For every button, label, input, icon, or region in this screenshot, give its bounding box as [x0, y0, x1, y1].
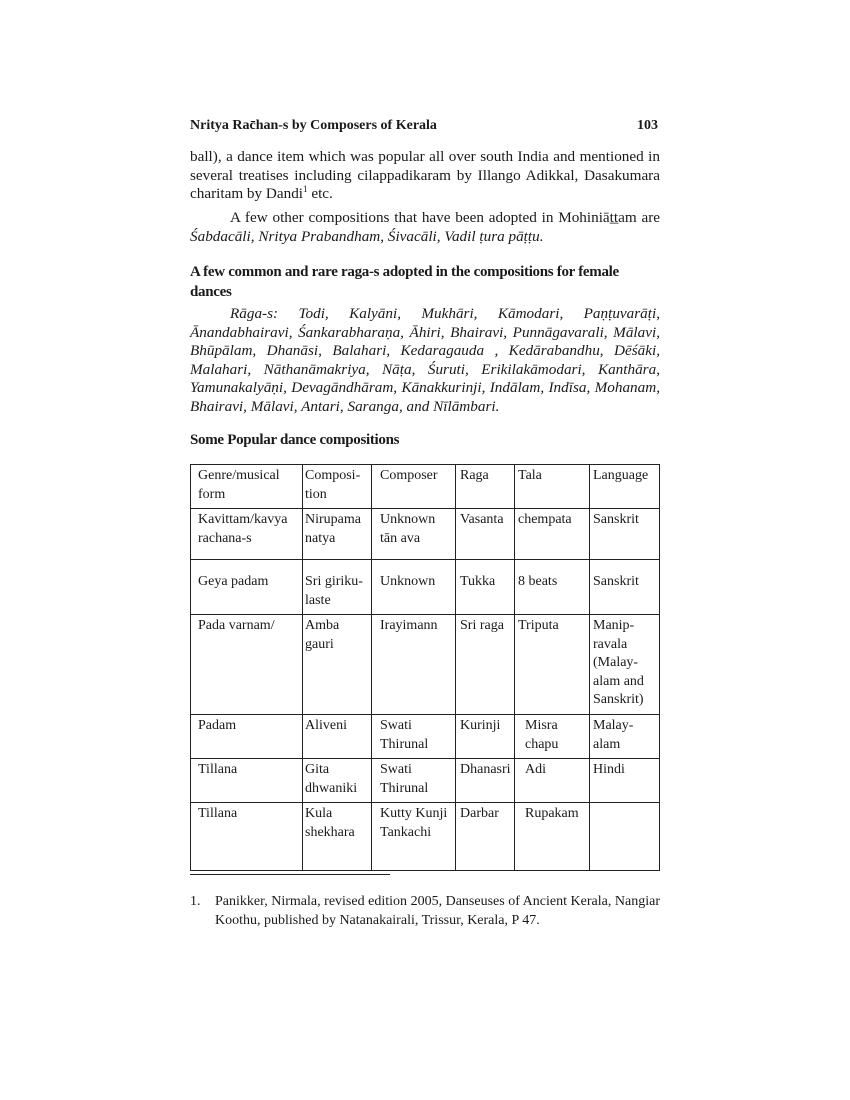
table-row	[191, 803, 660, 871]
paragraph-2-text: A few other compositions that have been adopted in Mohiniāṯṯam are	[230, 209, 660, 226]
table-cell: Tillana	[191, 759, 303, 803]
table-cell: Irayimann	[372, 615, 456, 715]
header-cell: Raga	[456, 465, 515, 509]
table-cell: Gita dhwaniki	[303, 759, 372, 803]
table-cell: Kutty Kunji Tankachi	[372, 803, 456, 871]
footnote	[190, 893, 660, 930]
table-row	[191, 509, 660, 560]
page-number: 103	[637, 118, 658, 133]
table-cell: Unknown tān ava	[372, 509, 456, 560]
compositions-table	[190, 464, 660, 871]
table-row	[191, 615, 660, 715]
composition-list: Śabdacāli, Nritya Prabandham, Śivacāli, Vadil ṭura pāṭṭu.	[190, 227, 544, 245]
table-cell: Darbar	[456, 803, 515, 871]
table-cell: Nirupama natya	[303, 509, 372, 560]
table-cell: Misra chapu	[515, 715, 590, 759]
table-cell: Malay-alam	[590, 715, 660, 759]
table-cell: Aliveni	[303, 715, 372, 759]
table-cell: Sri giriku-laste	[303, 560, 372, 615]
table-row	[191, 715, 660, 759]
table-cell: Sanskrit	[590, 509, 660, 560]
header-cell: Genre/musical form	[191, 465, 303, 509]
table-cell: Hindi	[590, 759, 660, 803]
section-heading-raga: A few common and rare raga-s adopted in the compositions for female dances	[190, 264, 619, 300]
header-cell: Composi-tion	[303, 465, 372, 509]
table-cell: Kavittam/kavya rachana-s	[191, 509, 303, 560]
header-title: Nritya Rac̄han-s by Composers of Kerala	[190, 118, 437, 133]
table-cell: Swati Thirunal	[372, 715, 456, 759]
footnote-number: 1.	[190, 894, 201, 909]
header-cell: Tala	[515, 465, 590, 509]
table-row	[191, 560, 660, 615]
table-cell: Dhanasri	[456, 759, 515, 803]
running-header	[190, 118, 660, 138]
table-header-row	[191, 465, 660, 509]
table-cell: 8 beats	[515, 560, 590, 615]
table-cell: Kula shekhara	[303, 803, 372, 871]
footnote-ref[interactable]: 1	[303, 184, 308, 195]
paragraph-1-text: ball), a dance item which was popular all over south India and mentioned in several treatises including cilappadikaram by Illango Adikkal, Dasakumara charitam by Dandi	[190, 148, 660, 203]
table-cell: chempata	[515, 509, 590, 560]
table-cell: Padam	[191, 715, 303, 759]
raga-list-paragraph: Rāga-s: Todi, Kalyāni, Mukhāri, Kāmodari, Paṇṭuvarāṭi, Ānandabhairavi, Śankarabharaṇa, Āhiri, Bhairavi, Punnāgavarali, Mālavi, Bhūpālam, Dhanāsi, Balahari, Kedaragauda , Kedārabandhu, Dēśāki, Malahari, Nāthanāmakriya, Nāṭa, Śuruti, Erikilakāmodari, Kanthāra, Yamunakalyāṇi, Devagāndhāram, Kānakkurinji, Indālam, Indīsa, Mohanam, Bhairavi, Mālavi, Antari, Saranga, and Nīlāmbari.	[190, 305, 660, 415]
table-row	[191, 759, 660, 803]
header-cell: Composer	[372, 465, 456, 509]
table-cell: Unknown	[372, 560, 456, 615]
table-cell: Kurinji	[456, 715, 515, 759]
table-cell: Pada varnam/	[191, 615, 303, 715]
table-cell	[590, 803, 660, 871]
table-cell: Sri raga	[456, 615, 515, 715]
table-cell: Geya padam	[191, 560, 303, 615]
table-cell: Sanskrit	[590, 560, 660, 615]
table-cell: Adi	[515, 759, 590, 803]
table-cell: Triputa	[515, 615, 590, 715]
header-cell: Language	[590, 465, 660, 509]
table-cell: Swati Thirunal	[372, 759, 456, 803]
table-cell: Rupakam	[515, 803, 590, 871]
footnote-text: Panikker, Nirmala, revised edition 2005, Danseuses of Ancient Kerala, Nangiar Koothu, published by Natanakairali, Trissur, Kerala, P 47.	[215, 894, 660, 928]
paragraph-2	[190, 209, 660, 246]
footnote-separator	[190, 874, 390, 875]
paragraph-1	[190, 148, 660, 204]
table-cell: Manip-ravala (Malay-alam and Sanskrit)	[590, 615, 660, 715]
table-cell: Amba gauri	[303, 615, 372, 715]
section-heading-popular: Some Popular dance compositions	[190, 432, 400, 448]
table-cell: Vasanta	[456, 509, 515, 560]
paragraph-1-tail: etc.	[307, 185, 333, 203]
table-cell: Tukka	[456, 560, 515, 615]
table-cell: Tillana	[191, 803, 303, 871]
